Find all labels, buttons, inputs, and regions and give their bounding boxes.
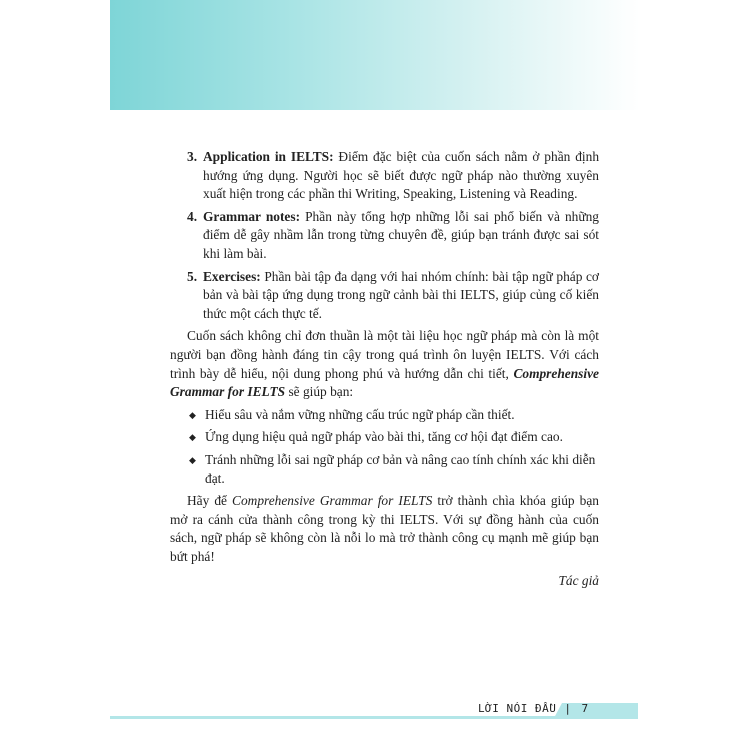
diamond-bullet-icon: ◆ [189,432,196,443]
section-title: LỜI NÓI ĐẦU [478,702,557,715]
diamond-bullet-icon: ◆ [189,454,196,465]
list-item-grammar-notes [170,208,599,264]
item-number: 3. [187,149,198,164]
item-title: Exercises: [203,268,261,284]
paragraph-text: Cuốn sách không chỉ đơn thuần là một tài liệu học ngữ pháp mà còn là một người bạn đồng hành đáng tin cậy trong quá trình ôn luyện IELTS. Với cách trình bày dễ hiểu, nội dung phong phú và hướng dẫn chi tiết, [170,328,599,381]
paragraph-tail: sẽ giúp bạn: [285,384,354,400]
item-text: Phần này tổng hợp những lỗi sai phổ biến và những điểm dễ gây nhầm lẫn trong từng chuyên đề, giúp bạn tránh được sai sót khi làm bài. [203,208,599,261]
list-item-exercises [170,268,599,324]
page-number: 7 [581,702,589,715]
bullet-text: Hiểu sâu và nắm vững những cấu trúc ngữ pháp cần thiết. [205,406,515,422]
list-item-application [170,148,599,204]
item-text: Phần bài tập đa dạng với hai nhóm chính: bài tập ngữ pháp cơ bản và bài tập ứng dụng trong ngữ cảnh bài thi IELTS, giúp củng cố kiến thức một cách thực tế. [203,268,599,321]
bullet-item [170,428,599,447]
paragraph-intro [170,327,599,401]
bullet-text: Tránh những lỗi sai ngữ pháp cơ bản và nâng cao tính chính xác khi diễn đạt. [205,451,596,486]
item-number: 4. [187,208,198,224]
page-content [170,148,599,591]
paragraph-lead: Hãy để [187,493,233,509]
paragraph-closing [170,492,599,566]
bullet-item [170,406,599,425]
running-footer [478,702,589,715]
bullet-text: Ứng dụng hiệu quả ngữ pháp vào bài thi, tăng cơ hội đạt điểm cao. [205,429,563,445]
bullet-item [170,451,599,488]
header-gradient-band [110,0,640,110]
item-text: Điểm đặc biệt của cuốn sách nằm ở phần định hướng ứng dụng. Người học sẽ biết được ngữ pháp nào thường xuyên xuất hiện trong các phần thi Writing, Speaking, Listening và Reading. [203,149,600,202]
item-title: Application in IELTS: [203,149,334,164]
benefits-list [170,406,599,488]
book-title: Comprehensive Grammar for IELTS [232,493,433,509]
author-signature: Tác giả [558,573,599,589]
diamond-bullet-icon: ◆ [189,409,196,420]
footer-separator: | [564,702,572,715]
item-title: Grammar notes: [203,208,301,224]
paragraph-text: trở thành chìa khóa giúp bạn mở ra cánh cửa thành công trong kỳ thi IELTS. Với sự đồng hành của cuốn sách, ngữ pháp sẽ không còn là nỗi lo mà trở thành công cụ mạnh mẽ giúp bạn bứt phá! [170,493,599,564]
book-title: Comprehensive Grammar for IELTS [170,365,599,400]
item-number: 5. [187,268,198,284]
